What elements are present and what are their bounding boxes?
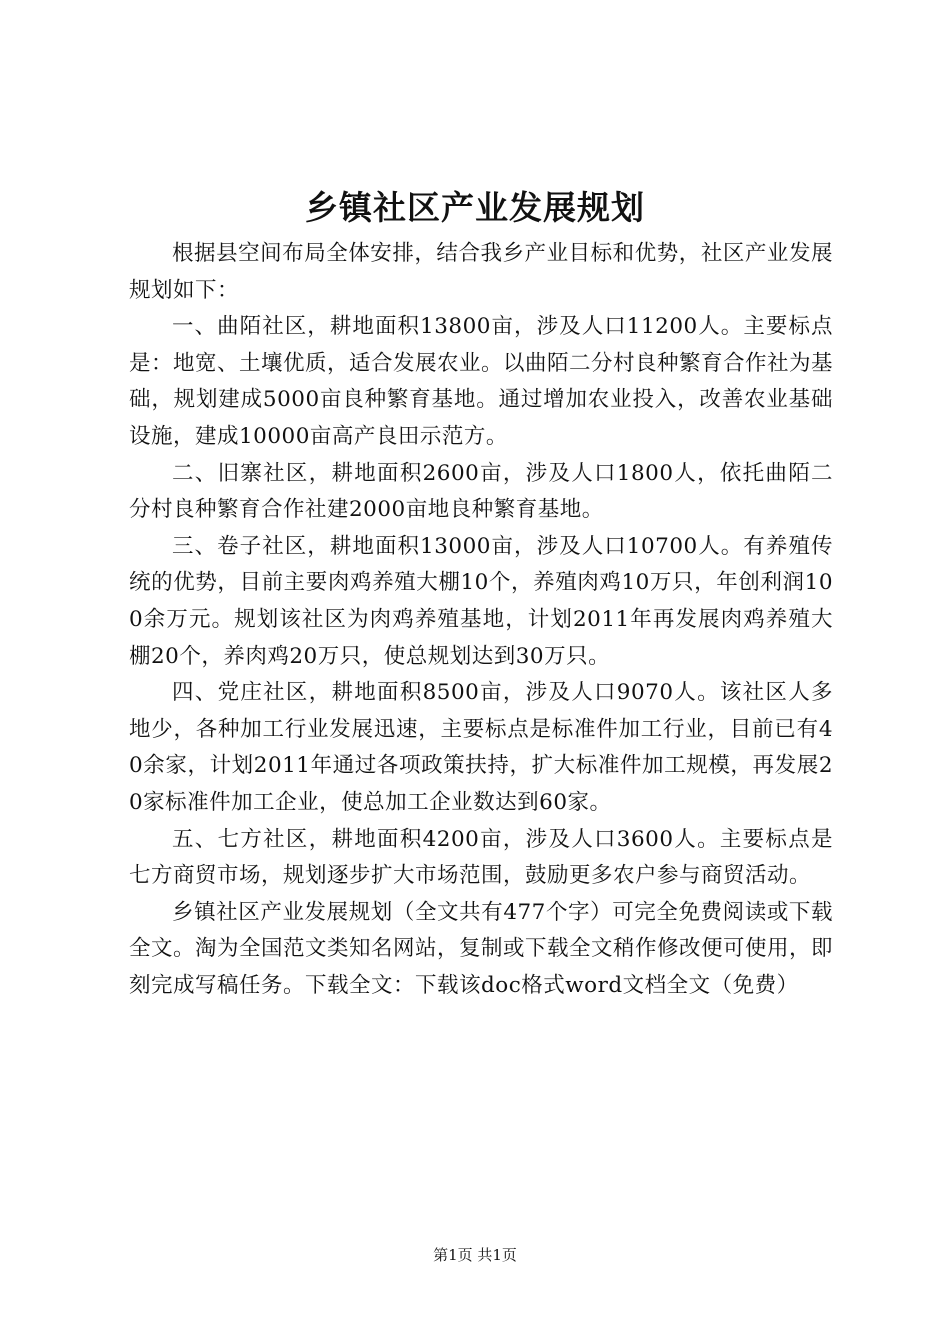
document-title: 乡镇社区产业发展规划 xyxy=(305,188,645,227)
document-body xyxy=(129,236,833,1004)
paragraph-download-note: 乡镇社区产业发展规划（全文共有477个字）可完全免费阅读或下载全文。淘为全国范文类知名网站，复制或下载全文稍作修改便可使用，即刻完成写稿任务。下载全文：下载该doc格式word文档全文（免费） xyxy=(129,899,834,998)
paragraph-dangzhuang-community: 四、党庄社区，耕地面积8500亩，涉及人口9070人。该社区人多地少，各种加工行业发展迅速，主要标点是标准件加工行业，目前已有40余家，计划2011年通过各项政策扶持，扩大标准件加工规模，再发展20家标准件加工企业，使总加工企业数达到60家。 xyxy=(129,680,833,815)
paragraph-jiuzhai-community: 二、旧寨社区，耕地面积2600亩，涉及人口1800人，依托曲陌二分村良种繁育合作社建2000亩地良种繁育基地。 xyxy=(129,460,833,523)
paragraph-intro: 根据县空间布局全体安排，结合我乡产业目标和优势，社区产业发展规划如下： xyxy=(129,241,833,303)
paragraph-qumo-community: 一、曲陌社区，耕地面积13800亩，涉及人口11200人。主要标点是：地宽、土壤优质，适合发展农业。以曲陌二分村良种繁育合作社为基础，规划建成5000亩良种繁育基地。通过增加农业投入，改善农业基础设施，建成10000亩高产良田示范方。 xyxy=(129,314,834,449)
page-footer: 第1页 共1页 xyxy=(433,1246,517,1264)
paragraph-qifang-community: 五、七方社区，耕地面积4200亩，涉及人口3600人。主要标点是七方商贸市场，规划逐步扩大市场范围，鼓励更多农户参与商贸活动。 xyxy=(129,826,833,889)
paragraph-juanzi-community: 三、卷子社区，耕地面积13000亩，涉及人口10700人。有养殖传统的优势，目前主要肉鸡养殖大棚10个，养殖肉鸡10万只，年创利润100余万元。规划该社区为肉鸡养殖基地，计划2011年再发展肉鸡养殖大棚20个，养肉鸡20万只，使总规划达到30万只。 xyxy=(129,533,833,669)
